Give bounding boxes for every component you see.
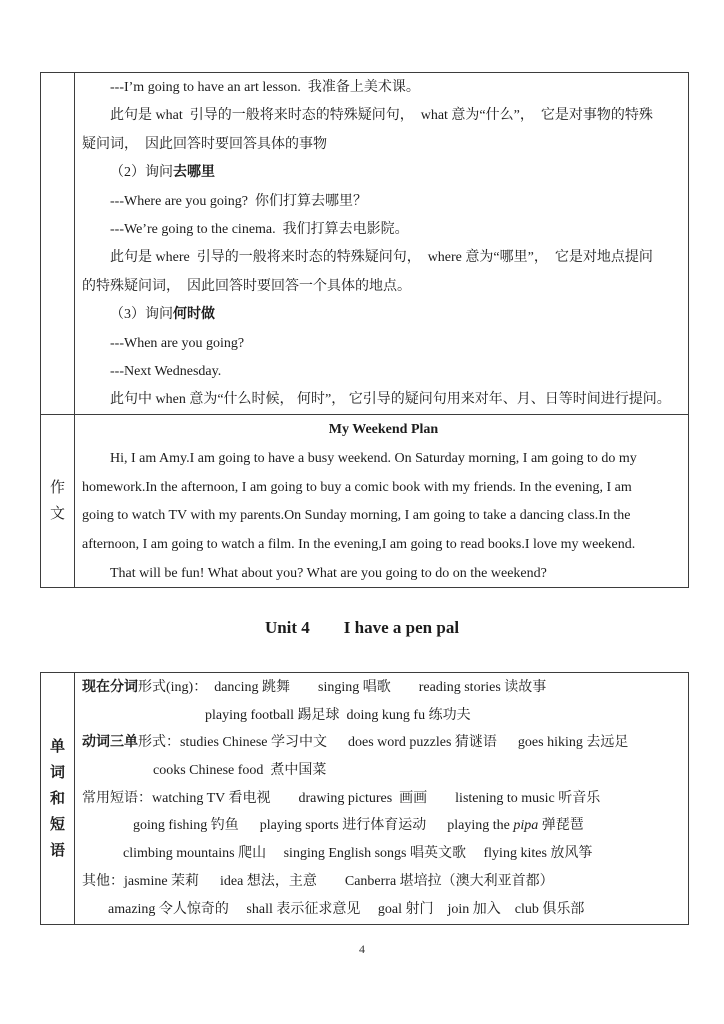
text-line: 疑问词， 因此回答时要回答具体的事物 — [82, 136, 327, 152]
grammar-essay-table — [40, 72, 689, 588]
vocab-row-label-cell — [41, 673, 75, 924]
vocab-table — [40, 672, 689, 925]
text-line: That will be fun! What about you? What are you going to do on the weekend? — [110, 565, 547, 581]
text-line: going fishing 钓鱼 playing sports 进行体育运动 playing the pipa 弹琵琶 — [133, 818, 584, 834]
essay-title: My Weekend Plan — [328, 422, 439, 437]
text-line: ---When are you going? — [110, 335, 245, 351]
text-line: cooks Chinese food 煮中国菜 — [153, 763, 327, 779]
text-line: playing football 踢足球 doing kung fu 练功夫 — [205, 707, 471, 723]
grammar-content-cell — [75, 73, 688, 414]
text-line: ---I’m going to have an art lesson. 我准备上美术课。 — [110, 80, 420, 95]
essay-row — [41, 414, 688, 587]
vocab-content-cell — [75, 673, 688, 924]
text-line: ---Where are you going? 你们打算去哪里？ — [110, 193, 367, 209]
essay-row-label: 作文 — [49, 480, 65, 522]
essay-body — [82, 445, 685, 587]
text-line: 常用短语：watching TV 看电视 drawing pictures 画画 listening to music 听音乐 — [82, 790, 601, 806]
text-line: ---Next Wednesday. — [110, 363, 222, 379]
text-line: climbing mountains 爬山 singing English songs 唱英文歌 flying kites 放风筝 — [123, 846, 593, 862]
text-line: （2）询问去哪里 — [110, 165, 215, 181]
essay-content-cell — [75, 415, 688, 587]
text-line: 此句是 what 引导的一般将来时态的特殊疑问句， what 意为“什么”， 它是对事物的特殊 — [110, 108, 653, 124]
text-line: 现在分词形式(ing)： dancing 跳舞 singing 唱歌 reading stories 读故事 — [82, 680, 547, 695]
vocab-row — [41, 673, 688, 924]
text-line: 动词三单形式：studies Chinese 学习中文 does word puzzles 猜谜语 goes hiking 去远足 — [82, 735, 629, 751]
grammar-row-label-cell — [41, 73, 75, 414]
text-line: 的特殊疑问词， 因此回答时要回答一个具体的地点。 — [82, 278, 411, 294]
text-line: 此句是 where 引导的一般将来时态的特殊疑问句， where 意为“哪里”， 它是对地点提问 — [110, 250, 653, 266]
text-line: Hi, I am Amy.I am going to have a busy weekend. On Saturday morning, I am going to do my — [110, 450, 637, 466]
text-line: amazing 令人惊奇的 shall 表示征求意见 goal 射门 join 加入 club 俱乐部 — [108, 901, 585, 917]
unit-title: Unit 4 I have a pen pal — [264, 618, 460, 637]
text-line: homework.In the afternoon, I am going to buy a comic book with my friends. In the evening, I am — [82, 479, 632, 495]
text-line: going to watch TV with my parents.On Sunday morning, I am going to take a dancing class.In the — [82, 508, 631, 524]
text-line: 其他：jasmine 茉莉 idea 想法，主意 Canberra 堪培拉（澳大利亚首都） — [82, 873, 554, 889]
vocab-row-label: 单词和短语 — [49, 738, 65, 859]
grammar-row — [41, 73, 688, 414]
text-line: （3）询问何时做 — [110, 307, 215, 323]
text-line: afternoon, I am going to watch a film. In the evening,I am going to read books.I love my weekend. — [82, 537, 636, 553]
page-number: 4 — [359, 942, 365, 956]
text-line: ---We’re going to the cinema. 我们打算去电影院。 — [110, 221, 409, 237]
essay-row-label-cell — [41, 415, 75, 587]
text-line: 此句中 when 意为“什么时候， 何时”， 它引导的疑问句用来对年、月、日等时间进行提问。 — [110, 392, 671, 408]
